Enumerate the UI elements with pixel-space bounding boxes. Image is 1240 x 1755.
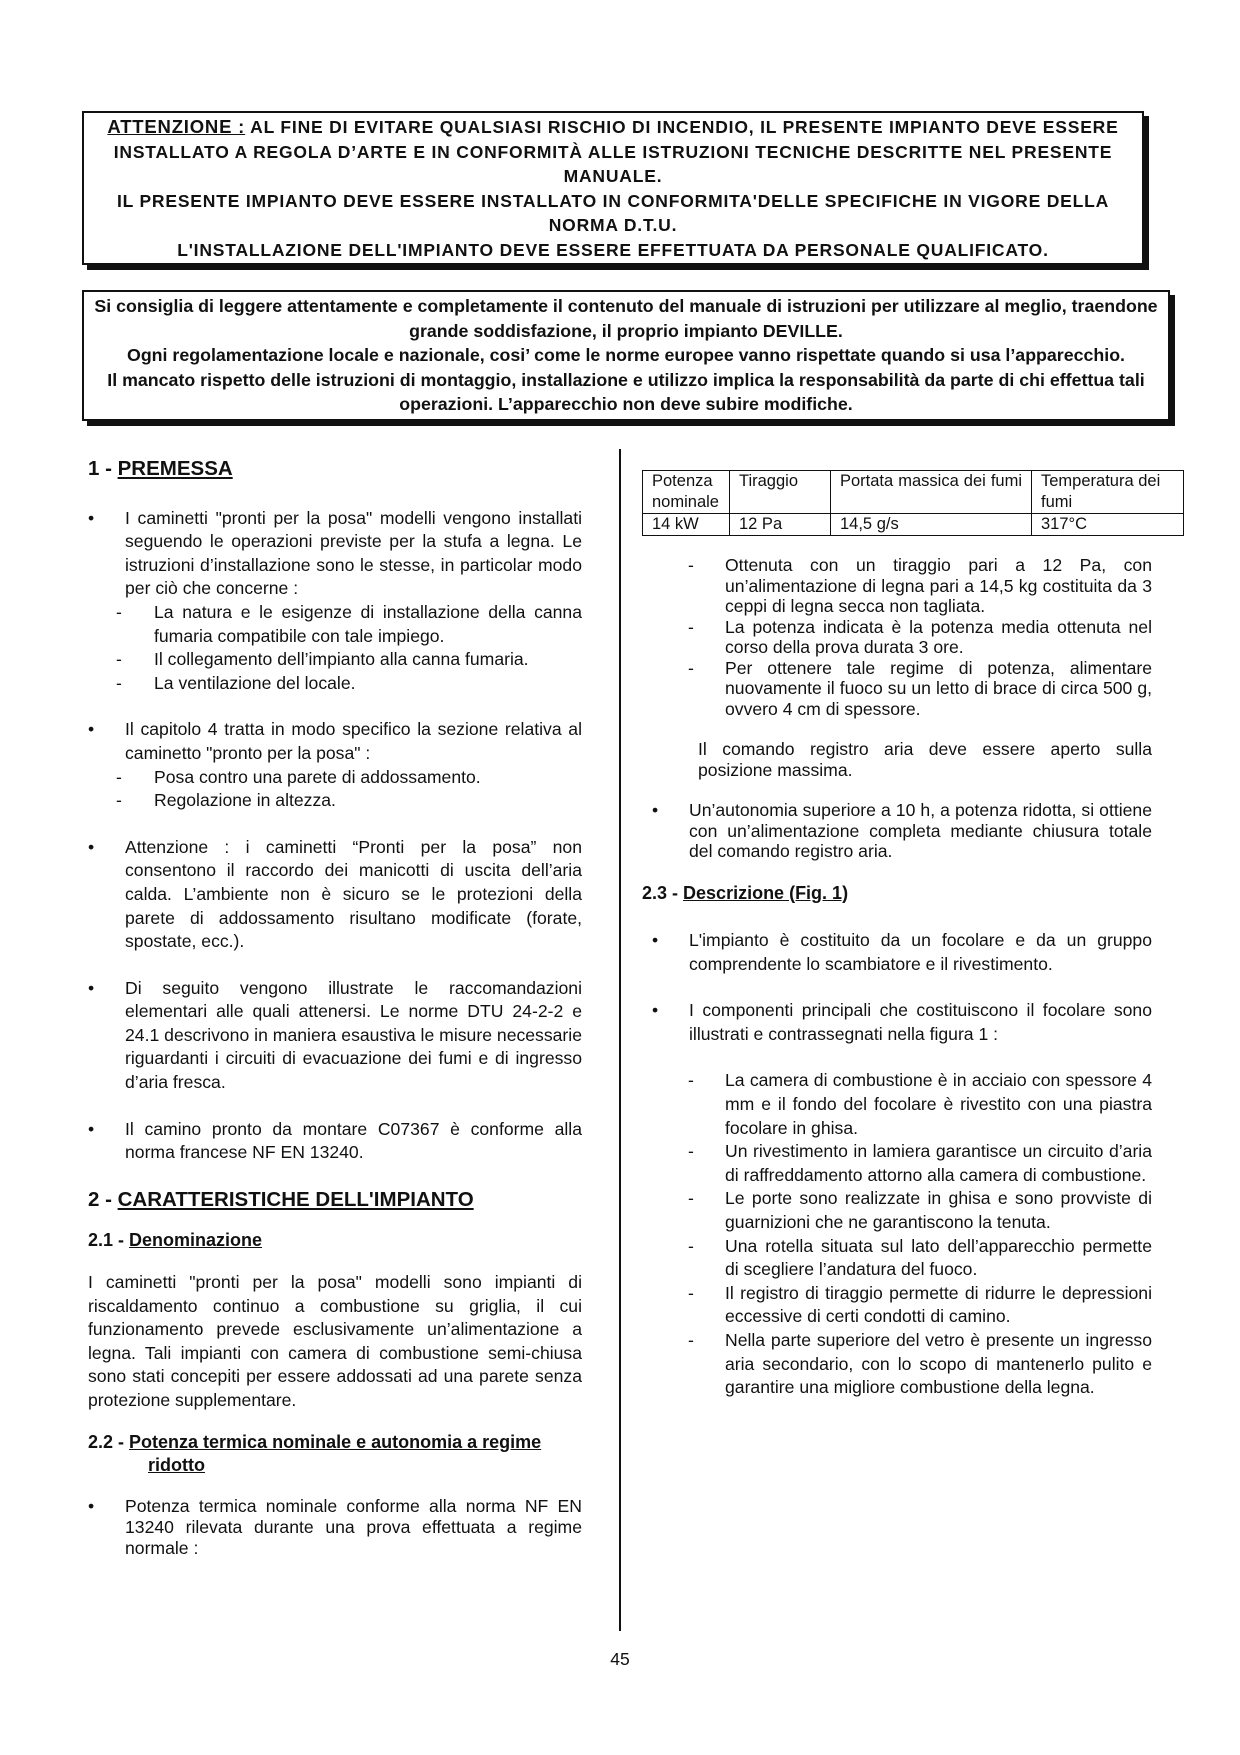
sub-list-item: [652, 1235, 1152, 1282]
list-item: [652, 999, 1152, 1046]
section-2-number: 2 -: [88, 1187, 118, 1211]
list-item: [88, 836, 582, 954]
section-2-1-heading: [88, 1229, 582, 1253]
sub-list-item-text: Nella parte superiore del vetro è presente un ingresso aria secondario, con lo scopo di mantenerlo pulito e garantire una migliore combustione della legna.: [725, 1330, 1152, 1398]
right-column: [642, 470, 1161, 1400]
register-note: Il comando registro aria deve essere aperto sulla posizione massima.: [698, 739, 1152, 780]
list-item: [88, 1496, 582, 1559]
list-item-text: I componenti principali che costituiscono il focolare sono illustrati e contrassegnati nella figura 1 :: [689, 1000, 1152, 1044]
bullet-icon: •: [652, 930, 659, 951]
list-item-text: Potenza termica nominale conforme alla norma NF EN 13240 rilevata durante una prova effettuata a regime normale :: [125, 1495, 582, 1558]
sub-list-item-text: Il collegamento dell’impianto alla canna fumaria.: [154, 649, 529, 670]
list-item-text: Di seguito vengono illustrate le raccomandazioni elementari alle quali attenersi. Le norme DTU 24-2-2 e 24.1 descrivono in maniera esaustiva le misure necessarie riguardanti i circuiti di evacuazione dei fumi e di ingresso d’aria fresca.: [125, 977, 582, 1093]
list-item: [88, 977, 582, 1095]
list-item: [652, 800, 1152, 862]
list-item-text: I caminetti "pronti per la posa" modelli vengono installati seguendo le operazioni previste per la stufa a legna. Le istruzioni d’installazione sono le stesse, in particolar modo per ciò che concerne :: [125, 507, 582, 599]
dash-icon: -: [688, 1330, 694, 1350]
sub-list-item-text: Una rotella situata sul lato dell’apparecchio permette di scegliere l’andatura del fuoco.: [725, 1235, 1152, 1280]
dash-icon: -: [688, 1235, 694, 1256]
dash-icon: -: [116, 672, 122, 693]
sub-list-item-text: La potenza indicata è la potenza media ottenuta nel corso della prova durata 3 ore.: [725, 616, 1152, 657]
warning-line-1: [88, 115, 1138, 189]
section-2-1-title: Denominazione: [129, 1230, 263, 1251]
section-2-heading: [88, 1188, 582, 1212]
list-item-text: Un’autonomia superiore a 10 h, a potenza ridotta, si ottiene con un’alimentazione completa mediante chiusura totale del comando registro aria.: [689, 800, 1152, 861]
section-2-2-number: 2.2 -: [88, 1431, 130, 1452]
list-item-text: Il capitolo 4 tratta in modo specifico la sezione relativa al caminetto "pronto per la posa" :: [125, 719, 582, 763]
sub-list-item: [88, 672, 582, 696]
warning-label: ATTENZIONE :: [107, 116, 246, 137]
sub-list-item: [652, 658, 1152, 720]
sub-list-item-text: Posa contro una parete di addossamento.: [154, 766, 481, 787]
list-item: [88, 1118, 582, 1165]
section-2-3-heading: [642, 882, 1152, 906]
table-header-cell: Temperatura dei fumi: [1032, 471, 1184, 514]
advice-line-2: Ogni regolamentazione locale e nazionale, cosi’ come le norme europee vanno rispettate quando si usa l’apparecchio.: [126, 345, 1125, 366]
sub-list-item: [652, 1329, 1152, 1400]
warning-text-1: AL FINE DI EVITARE QUALSIASI RISCHIO DI INCENDIO, IL PRESENTE IMPIANTO DEVE ESSERE INSTALLATO A REGOLA D’ARTE E IN CONFORMITÀ ALLE ISTRUZIONI TECNICHE DESCRITTE NEL PRESENTE MANUALE.: [113, 117, 1119, 187]
dash-icon: -: [116, 766, 122, 787]
sub-list-item-text: Le porte sono realizzate in ghisa e sono provviste di guarnizioni che ne garantiscono la tenuta.: [725, 1188, 1152, 1233]
sub-list-item-text: Ottenuta con un tiraggio pari a 12 Pa, con un’alimentazione di legna pari a 14,5 kg costituita da 3 ceppi di legna secca non tagliata.: [725, 555, 1152, 616]
table-header-cell: Potenza nominale: [643, 471, 730, 514]
warning-box: [82, 111, 1144, 265]
bullet-icon: •: [88, 1118, 95, 1139]
warning-line-3: L'INSTALLAZIONE DELL'IMPIANTO DEVE ESSERE EFFETTUATA DA PERSONALE QUALIFICATO.: [177, 239, 1049, 260]
sub-list-item: [652, 1282, 1152, 1329]
bullet-icon: •: [88, 836, 95, 857]
sub-list-item: [88, 648, 582, 672]
sub-list-item: [88, 601, 582, 648]
column-divider: [619, 449, 621, 1631]
dash-icon: -: [688, 1070, 694, 1091]
bullet-icon: •: [88, 507, 95, 528]
bullet-icon: •: [652, 800, 659, 820]
warning-line-2: IL PRESENTE IMPIANTO DEVE ESSERE INSTALLATO IN CONFORMITA'DELLE SPECIFICHE IN VIGORE DELLA NORMA D.T.U.: [116, 190, 1110, 236]
page-number: 45: [610, 1649, 630, 1669]
dash-icon: -: [116, 601, 122, 622]
bullet-icon: •: [88, 719, 95, 740]
table-header-cell: Tiraggio: [730, 471, 831, 514]
sub-list-item-text: Un rivestimento in lamiera garantisce un circuito d’aria di raffreddamento attorno alla camera di combustione.: [725, 1141, 1152, 1185]
table-cell: 12 Pa: [730, 514, 831, 536]
table-header-row: [643, 471, 1184, 514]
sub-list-item-text: La natura e le esigenze di installazione della canna fumaria compatibile con tale impiego.: [154, 601, 582, 646]
dash-icon: -: [116, 649, 122, 670]
sub-list-item-text: Il registro di tiraggio permette di ridurre le depressioni eccessive di certi condotti di camino.: [725, 1282, 1152, 1327]
section-2-2-heading: [88, 1431, 582, 1478]
sub-list-item: [652, 617, 1152, 658]
table-cell: 14,5 g/s: [831, 514, 1032, 536]
table-row: [643, 514, 1184, 536]
sub-list-item-text: La camera di combustione è in acciaio con spessore 4 mm e il fondo del focolare è rivestito con una piastra focolare in ghisa.: [725, 1070, 1152, 1138]
list-item: [88, 718, 582, 765]
advice-line-3: Il mancato rispetto delle istruzioni di montaggio, installazione e utilizzo implica la responsabilità da parte di chi effettua tali operazioni. L’apparecchio non deve subire modifiche.: [107, 369, 1145, 415]
section-2-3-title: Descrizione (Fig. 1): [683, 882, 849, 903]
sub-list-item: [652, 1140, 1152, 1187]
dash-icon: -: [116, 790, 122, 811]
bullet-icon: •: [652, 1000, 659, 1021]
table-header-cell: Portata massica dei fumi: [831, 471, 1032, 514]
list-item: [88, 507, 582, 601]
list-item: [652, 929, 1152, 976]
dash-icon: -: [688, 657, 694, 678]
dash-icon: -: [688, 1282, 694, 1303]
sub-list-item: [652, 555, 1152, 617]
section-2-3-number: 2.3 -: [642, 882, 684, 903]
table-cell: 14 kW: [643, 514, 730, 536]
dash-icon: -: [688, 555, 694, 575]
sub-list-item-text: Regolazione in altezza.: [154, 790, 336, 811]
section-1-number: 1 -: [88, 457, 118, 480]
bullet-icon: •: [88, 1495, 95, 1516]
sub-list-item-text: Per ottenere tale regime di potenza, alimentare nuovamente il fuoco su un letto di brace di circa 500 g, ovvero 4 cm di spessore.: [725, 657, 1152, 719]
table-cell: 317°C: [1032, 514, 1184, 536]
dash-icon: -: [688, 616, 694, 637]
bullet-icon: •: [88, 977, 95, 998]
list-item-text: L'impianto è costituito da un focolare e da un gruppo comprendente lo scambiatore e il rivestimento.: [689, 930, 1152, 974]
sub-list-item: [652, 1187, 1152, 1234]
sub-list-item: [88, 766, 582, 790]
section-2-title: CARATTERISTICHE DELL'IMPIANTO: [117, 1187, 474, 1211]
power-notes: [652, 555, 1152, 862]
list-item-text: Il camino pronto da montare C07367 è conforme alla norma francese NF EN 13240.: [125, 1118, 582, 1163]
section-2-1-paragraph: I caminetti "pronti per la posa" modelli sono impianti di riscaldamento continuo a combustione su griglia, il cui funzionamento prevede esclusivamente un’alimentazione a legna. Tali impianti con camera di combustione semi-chiusa sono stati concepiti per essere addossati ad una parete senza protezione supplementare.: [88, 1272, 582, 1410]
advice-box: [82, 290, 1170, 421]
dash-icon: -: [688, 1188, 694, 1209]
dash-icon: -: [688, 1141, 694, 1162]
sub-list-item: [652, 1069, 1152, 1140]
section-1-heading: [88, 457, 582, 481]
sub-list-item-text: La ventilazione del locale.: [154, 672, 356, 693]
power-table: [642, 470, 1184, 536]
section-2-1-number: 2.1 -: [88, 1230, 130, 1251]
list-item-text: Attenzione : i caminetti “Pronti per la posa” non consentono il raccordo dei manicotti di uscita dell’aria calda. L’ambiente non è sicuro se le protezioni della parete di addossamento risultano modificate (forate, spostate, ecc.).: [125, 836, 582, 952]
section-2-2-title: Potenza termica nominale e autonomia a regime ridotto: [129, 1431, 542, 1476]
sub-list-item: [88, 789, 582, 813]
advice-line-1: Si consiglia di leggere attentamente e completamente il contenuto del manuale di istruzioni per utilizzare al meglio, traendone grande soddisfazione, il proprio impianto DEVILLE.: [94, 296, 1158, 341]
section-1-title: PREMESSA: [117, 457, 233, 480]
left-column: [88, 457, 582, 1559]
